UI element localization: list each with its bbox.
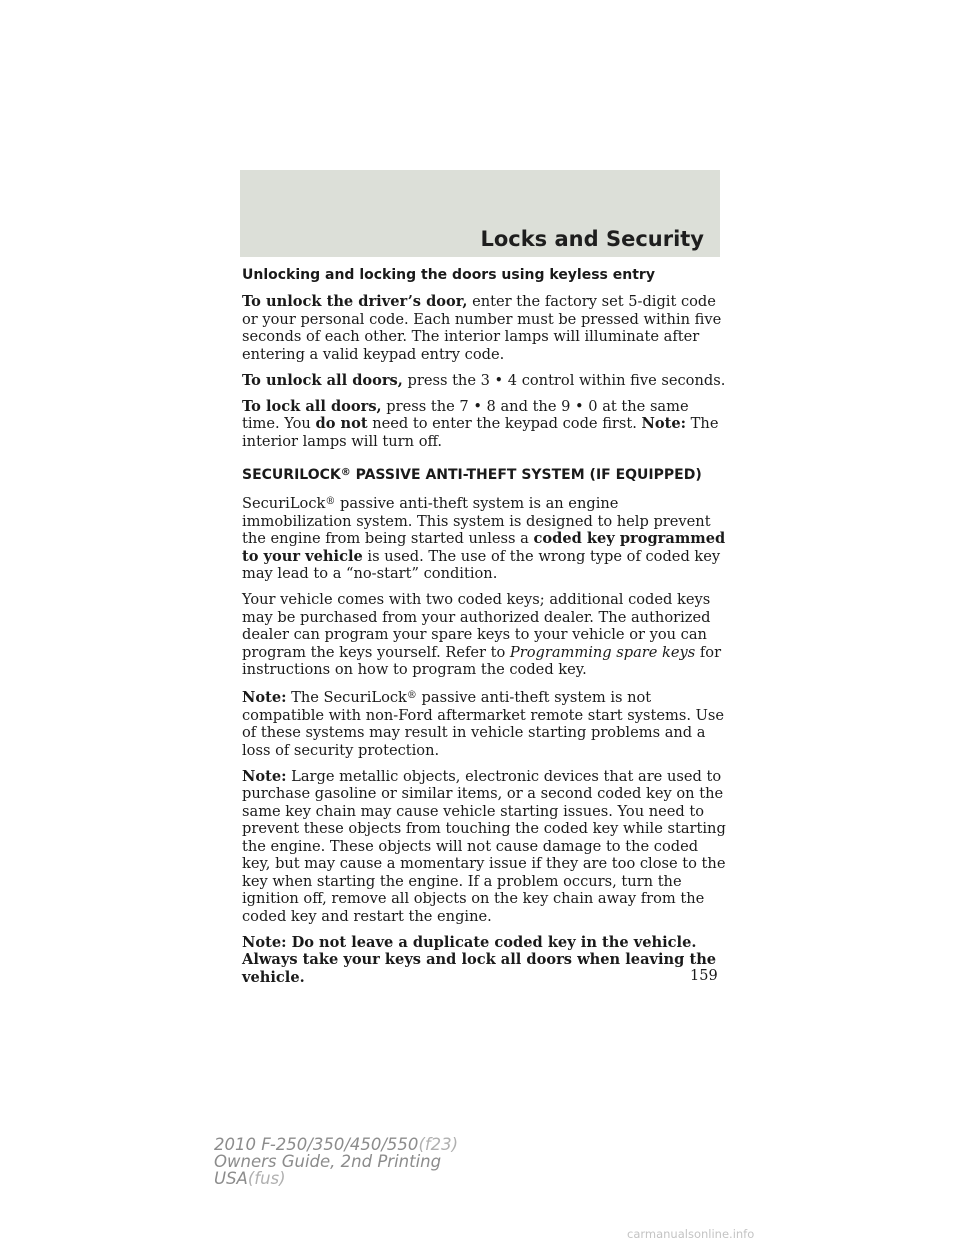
unlock-driver-lead: To unlock the driver’s door, bbox=[242, 293, 468, 310]
securilock-intro-paragraph bbox=[242, 493, 728, 583]
page-content bbox=[242, 266, 728, 995]
securilock-heading-a: SECURILOCK bbox=[242, 467, 341, 483]
registered-mark: ® bbox=[325, 496, 336, 507]
page-number: 159 bbox=[690, 968, 718, 984]
footer-region: USA bbox=[214, 1169, 248, 1188]
note-remote-start-paragraph bbox=[242, 687, 728, 759]
para2-b: for instructions on how to program the coded key. bbox=[242, 643, 722, 678]
para1-bold: coded key programmed to your vehicle bbox=[242, 530, 726, 565]
footer-line-1 bbox=[214, 1136, 458, 1153]
lock-all-note-text: The interior lamps will turn off. bbox=[242, 415, 719, 450]
note3-text: Note: Do not leave a duplicate coded key in the vehicle. Always take your keys and lock all doors when leaving the vehicle. bbox=[242, 933, 717, 986]
keyless-entry-heading: Unlocking and locking the doors using keyless entry bbox=[242, 267, 655, 283]
note1-a: The SecuriLock bbox=[286, 689, 407, 706]
lock-all-text-a: press the 7 • 8 and the 9 • 0 at the same time. You bbox=[242, 397, 689, 432]
note1-label: Note: bbox=[242, 689, 287, 706]
footer-region-code: (fus) bbox=[247, 1169, 286, 1188]
para1-a: SecuriLock bbox=[242, 495, 326, 512]
registered-mark: ® bbox=[406, 690, 417, 701]
footer-line-2: Owners Guide, 2nd Printing bbox=[214, 1152, 442, 1171]
registered-mark: ® bbox=[340, 467, 351, 478]
footer-model-code: (f23) bbox=[418, 1135, 459, 1154]
document-footer bbox=[214, 1136, 458, 1187]
unlock-all-paragraph bbox=[242, 372, 728, 390]
securilock-heading-b: PASSIVE ANTI-THEFT SYSTEM (IF EQUIPPED) bbox=[350, 467, 702, 483]
programming-spare-keys-ref: Programming spare keys bbox=[509, 643, 696, 661]
lock-all-do-not: do not bbox=[315, 415, 368, 432]
unlock-all-lead: To unlock all doors, bbox=[242, 371, 403, 389]
lock-all-lead: To lock all doors, bbox=[242, 397, 382, 415]
note2-text: Large metallic objects, electronic devices that are used to purchase gasoline or similar items, or a second coded key on the same key chain may cause vehicle starting issues. You need to prevent these objects from touching the coded key while starting the engine. These objects will not cause damage to the coded key, but may cause a momentary issue if they are too close to the key when starting the engine. If a problem occurs, turn the ignition off, remove all objects on the key chain away from the coded key and restart the engine. bbox=[242, 767, 726, 925]
note1-b: passive anti-theft system is not compatible with non-Ford aftermarket remote start systems. Use of these systems may result in vehicle starting problems and a loss of security protection. bbox=[242, 689, 725, 759]
note-duplicate-key-paragraph bbox=[242, 934, 728, 987]
securilock-heading bbox=[242, 464, 728, 484]
note-metallic-objects-paragraph bbox=[242, 768, 728, 926]
note2-label: Note: bbox=[242, 767, 287, 785]
lock-all-text-c: need to enter the keypad code first. bbox=[367, 415, 642, 432]
lock-all-paragraph bbox=[242, 398, 728, 451]
para1-c: is used. The use of the wrong type of coded key may lead to a “no-start” condition. bbox=[242, 547, 721, 582]
footer-model: 2010 F-250/350/450/550 bbox=[214, 1135, 419, 1154]
watermark-link[interactable]: carmanualsonline.info bbox=[627, 1227, 755, 1241]
chapter-title: Locks and Security bbox=[480, 227, 704, 251]
coded-keys-paragraph bbox=[242, 591, 728, 679]
para1-b: passive anti-theft system is an engine immobilization system. This system is designed to help prevent the engine from being started unless a bbox=[242, 495, 711, 547]
lock-all-note-label: Note: bbox=[641, 415, 687, 432]
footer-line-3 bbox=[214, 1170, 458, 1187]
unlock-driver-paragraph bbox=[242, 293, 728, 363]
unlock-all-text: press the 3 • 4 control within five seconds. bbox=[402, 371, 726, 389]
para2-a: Your vehicle comes with two coded keys; additional coded keys may be purchased from your authorized dealer. The authorized dealer can program your spare keys to your vehicle or you can program the keys yourself. Refer to bbox=[242, 591, 711, 661]
chapter-header-band bbox=[240, 170, 720, 257]
unlock-driver-text: enter the factory set 5-digit code or your personal code. Each number must be pressed within five seconds of each other. The interior lamps will illuminate after entering a valid keypad entry code. bbox=[242, 293, 722, 363]
